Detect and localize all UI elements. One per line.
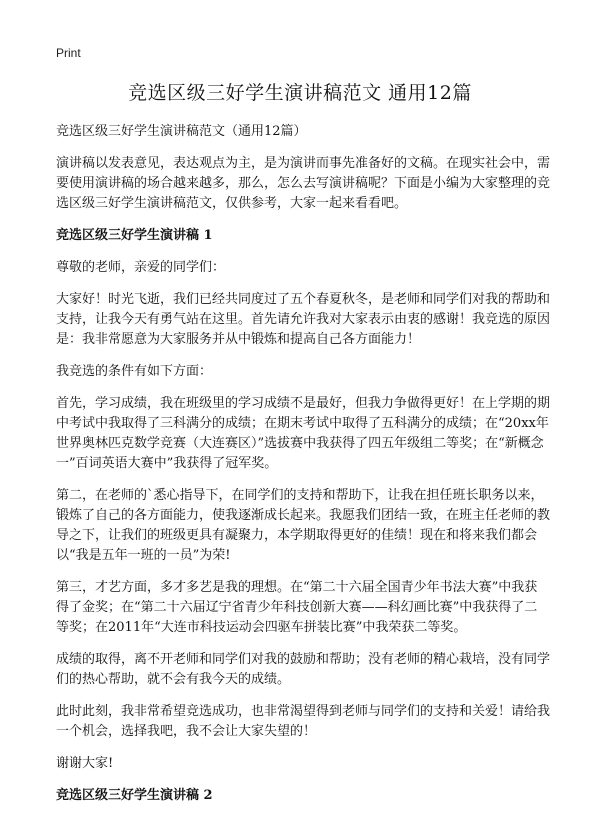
document-subtitle: 竞选区级三好学生演讲稿范文（通用12篇） xyxy=(56,124,307,139)
paragraph-gratitude: 成绩的取得，离不开老师和同学们对我的鼓励和帮助；没有老师的精心栽培，没有同学们的热心帮助，就不会有我今天的成绩。 xyxy=(56,652,551,687)
section-heading-2: 竞选区级三好学生演讲稿 2 xyxy=(56,788,213,803)
paragraph-opening: 大家好！时光飞逝，我们已经共同度过了五个春夏秋冬，是老师和同学们对我的帮助和支持，让我今天有勇气站在这里。首先请允许我对大家表示由衷的感谢！我竞选的原因是：我非常愿意为大家服务并从中锻炼和提高自己各方面能力！ xyxy=(56,292,551,347)
section-heading-1: 竞选区级三好学生演讲稿 1 xyxy=(56,228,213,243)
paragraph-academics: 首先，学习成绩，我在班级里的学习成绩不是最好，但我力争做得更好！在上学期的期中考试中我取得了三科满分的成绩；在期末考试中取得了五科满分的成绩；在“20xx年世界奥林匹克数学竞赛（大连赛区）”选拔赛中我获得了四五年级组二等奖；在“新概念一”百词英语大赛中”我获得了冠军奖。 xyxy=(56,396,551,471)
page-title: 竞选区级三好学生演讲稿范文 通用12篇 xyxy=(128,82,472,104)
paragraph-appeal: 此时此刻，我非常希望竞选成功，也非常渴望得到老师与同学们的支持和关爱！请给我一个机会，选择我吧，我不会让大家失望的！ xyxy=(56,704,551,739)
print-link[interactable]: Print xyxy=(56,46,81,60)
paragraph-thanks: 谢谢大家! xyxy=(56,756,114,771)
paragraph-greeting: 尊敬的老师，亲爱的同学们： xyxy=(56,260,226,275)
paragraph-leadership: 第二，在老师的`悉心指导下，在同学们的支持和帮助下，让我在担任班长职务以来，锻炼了自己的各方面能力，使我逐渐成长起来。我愿我们团结一致，在班主任老师的教导之下，让我们的班级更具有凝聚力，本学期取得更好的佳绩！现在和将来我们都会以“我是五年一班的一员”为荣! xyxy=(56,488,551,563)
document-body xyxy=(56,122,550,818)
intro-paragraph: 演讲稿以发表意见，表达观点为主，是为演讲而事先准备好的文稿。在现实社会中，需要使用演讲稿的场合越来越多，那么，怎么去写演讲稿呢？下面是小编为大家整理的竞选区级三好学生演讲稿范文，仅供参考，大家一起来看看吧。 xyxy=(56,156,551,211)
paragraph-talents: 第三，才艺方面，多才多艺是我的理想。在“第二十六届全国青少年书法大赛”中我获得了金奖；在“第二十六届辽宁省青少年科技创新大赛——科幻画比赛”中我获得了二等奖；在2011年“大连市科技运动会四驱车拼装比赛”中我荣获二等奖。 xyxy=(56,580,538,635)
paragraph-conditions: 我竞选的条件有如下方面： xyxy=(56,364,213,379)
